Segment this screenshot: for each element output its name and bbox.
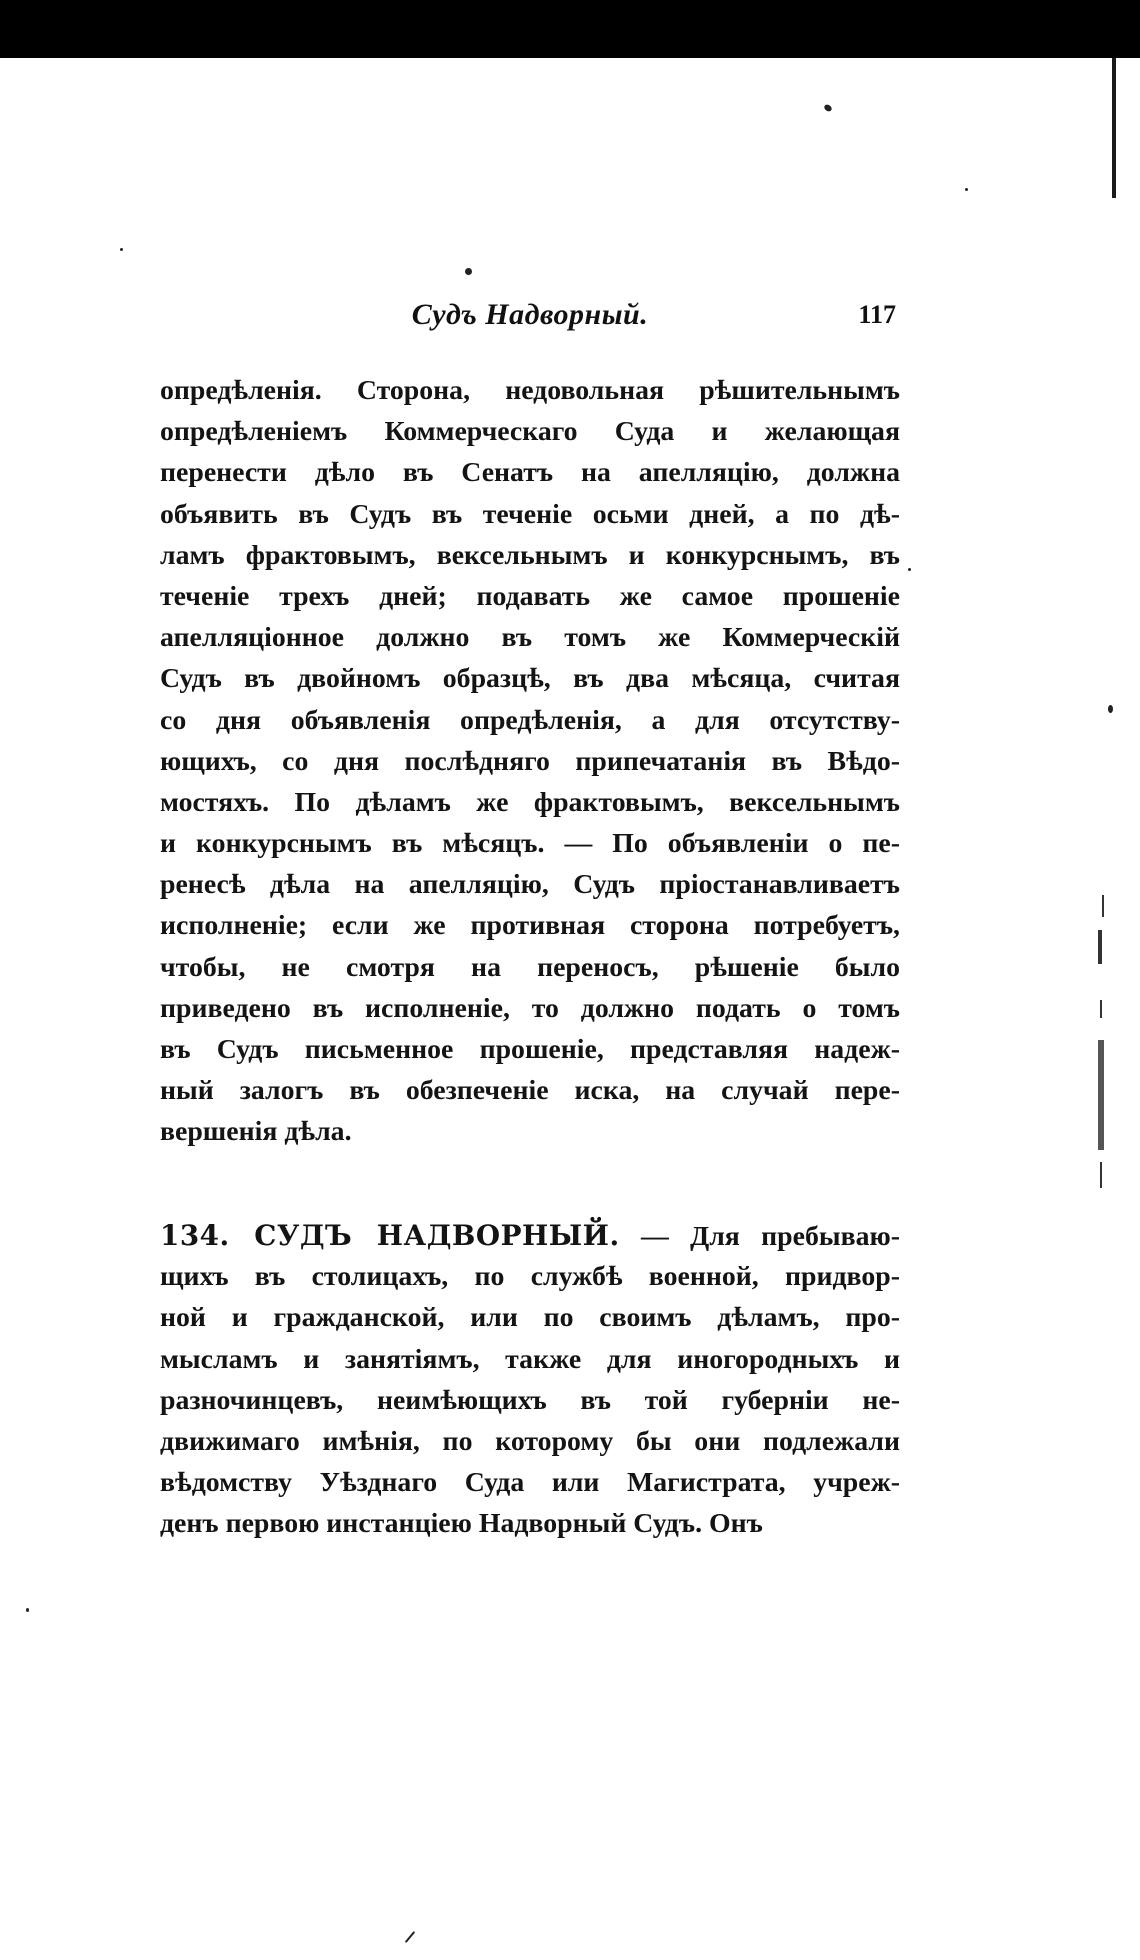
margin-mark	[1098, 930, 1102, 964]
scan-speck	[908, 568, 911, 571]
scan-speck	[823, 103, 833, 113]
text-line: ренесѣ дѣла на апелляцію, Судъ пріостанавливаетъ	[160, 869, 900, 901]
margin-mark	[1100, 1162, 1102, 1188]
text-line: приведено въ исполненіе, то должно подать о томъ	[160, 992, 900, 1024]
text-line: мысламъ и занятіямъ, также для иногородныхъ и	[160, 1343, 900, 1375]
section-heading: 134. СУДЪ НАДВОРНЫЙ.	[160, 1219, 620, 1252]
running-head	[160, 298, 900, 338]
heading-line-rest: — Для пребываю-	[640, 1221, 900, 1252]
scan-speck	[405, 1931, 416, 1943]
text-line: опредѣленіемъ Коммерческаго Суда и желающая	[160, 416, 900, 448]
margin-mark	[1100, 1000, 1102, 1018]
text-line: апелляціонное должно въ томъ же Коммерческій	[160, 622, 900, 654]
text-line: ламъ фрактовымъ, вексельнымъ и конкурснымъ, въ	[160, 539, 900, 571]
margin-mark	[1098, 1040, 1104, 1150]
text-line: перенести дѣло въ Сенатъ на апелляцію, должна	[160, 457, 900, 489]
text-line: щихъ въ столицахъ, по службѣ военной, придвор-	[160, 1261, 900, 1293]
scan-speck	[1108, 705, 1113, 713]
text-line-with-heading	[160, 1215, 900, 1256]
text-line: и конкурснымъ въ мѣсяцъ. — По объявленіи о пе-	[160, 828, 900, 860]
text-line: объявить въ Судъ въ теченіе осьми дней, а по дѣ-	[160, 498, 900, 530]
scan-speck	[120, 248, 123, 251]
text-line: ющихъ, со дня послѣдняго припечатанія въ Вѣдо-	[160, 745, 900, 777]
text-line: ной и гражданской, или по своимъ дѣламъ, про-	[160, 1302, 900, 1334]
paragraph-2	[160, 1215, 900, 1545]
text-line: разночинцевъ, неимѣющихъ въ той губерніи не-	[160, 1384, 900, 1416]
paragraph-1	[160, 370, 900, 1153]
text-line: чтобы, не смотря на переносъ, рѣшеніе было	[160, 951, 900, 983]
scan-right-edge	[1112, 58, 1116, 198]
text-line: исполненіе; если же противная сторона потребуетъ,	[160, 910, 900, 942]
scan-speck	[965, 188, 968, 191]
scan-speck	[465, 268, 472, 275]
running-title: Судъ Надворный.	[411, 298, 649, 331]
text-line: мостяхъ. По дѣламъ же фрактовымъ, вексельнымъ	[160, 786, 900, 818]
text-line: вершенія дѣла.	[160, 1116, 352, 1148]
text-line: теченіе трехъ дней; подавать же самое прошеніе	[160, 580, 900, 612]
text-line: денъ первою инстанціею Надворный Судъ. Онъ	[160, 1508, 763, 1540]
scan-top-border	[0, 0, 1140, 58]
margin-mark	[1102, 895, 1104, 917]
text-line: вѣдомству Уѣзднаго Суда или Магистрата, учреж-	[160, 1467, 900, 1499]
text-line: опредѣленія. Сторона, недовольная рѣшительнымъ	[160, 375, 900, 406]
text-line: со дня объявленія опредѣленія, а для отсутству-	[160, 704, 900, 736]
text-line: движимаго имѣнія, по которому бы они подлежали	[160, 1425, 900, 1457]
text-line: въ Судъ письменное прошеніе, представляя надеж-	[160, 1034, 900, 1065]
scan-speck	[26, 1608, 29, 1612]
page-number: 117	[858, 300, 896, 329]
text-line: Судъ въ двойномъ образцѣ, въ два мѣсяца, считая	[160, 663, 900, 695]
text-line: ный залогъ въ обезпеченіе иска, на случай пере-	[160, 1075, 900, 1107]
